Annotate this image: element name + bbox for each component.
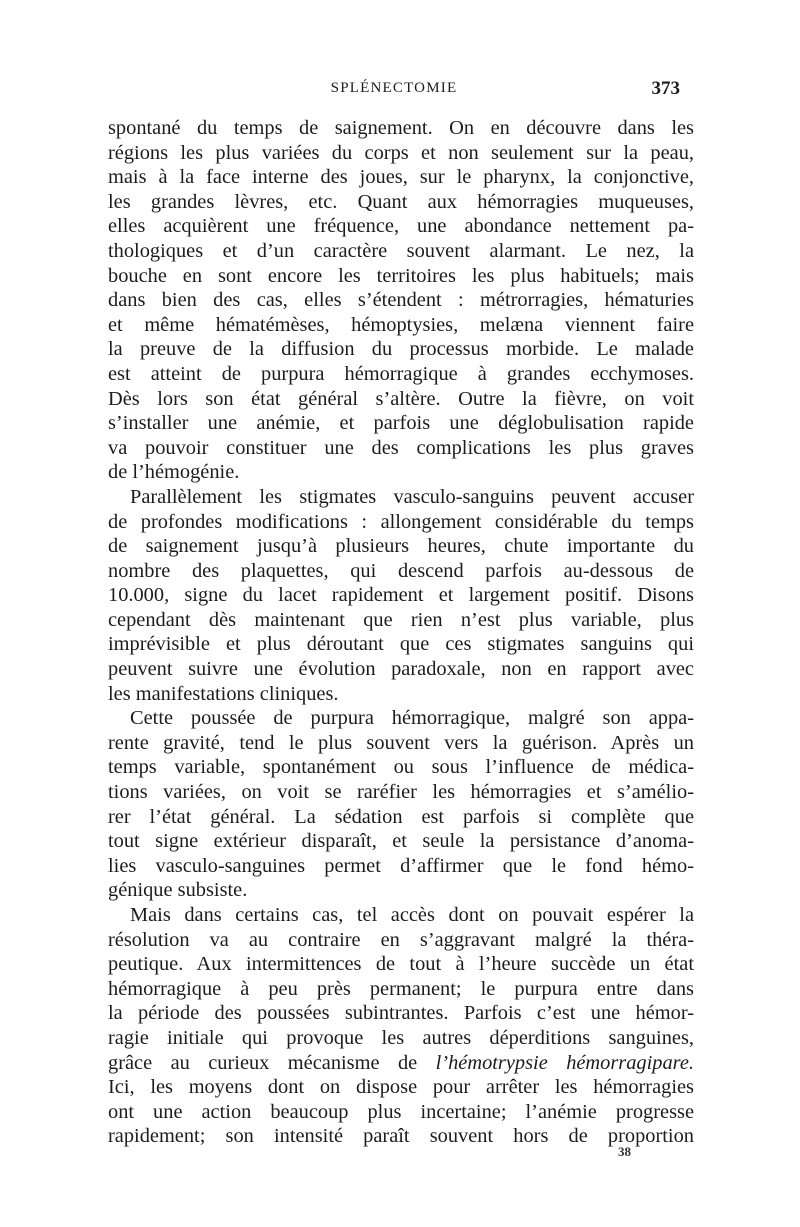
text-line: tions variées, on voit se raréfier les hémorragies et s’amélio- <box>108 781 694 804</box>
text-line: Mais dans certains cas, tel accès dont on pouvait espérer la <box>130 904 694 926</box>
page-header <box>108 78 680 100</box>
text-line: rapidement; son intensité paraît souvent hors de proportion <box>108 1125 694 1148</box>
text-segment: grâce au curieux mécanisme de <box>108 1051 436 1074</box>
text-line: et même hématémèses, hémoptysies, melæna viennent faire <box>108 313 694 336</box>
italic-phrase: l’hémotrypsie hémorragipare. <box>435 1051 694 1074</box>
text-line: génique subsiste. <box>108 879 248 902</box>
text-line: mais à la face interne des joues, sur le pharynx, la conjonctive, <box>108 166 694 189</box>
text-line: rer l’état général. La sédation est parfois si complète que <box>108 805 694 828</box>
text-line: 10.000, signe du lacet rapidement et largement positif. Disons <box>108 584 694 607</box>
text-line: dans bien des cas, elles s’étendent : métrorragies, hématuries <box>108 289 694 312</box>
text-line: peutique. Aux intermittences de tout à l’heure succède un état <box>108 953 694 976</box>
text-line: tout signe extérieur disparaît, et seule la persistance d’anoma- <box>108 830 694 853</box>
text-line: régions les plus variées du corps et non seulement sur la peau, <box>108 141 694 164</box>
text-line: résolution va au contraire en s’aggravant malgré la théra- <box>108 928 694 951</box>
text-line: imprévisible et plus déroutant que ces stigmates sanguins qui <box>108 633 694 656</box>
text-line: bouche en sont encore les territoires les plus habituels; mais <box>108 264 694 287</box>
page-number: 373 <box>651 78 680 99</box>
text-line: temps variable, spontanément ou sous l’influence de médica- <box>108 756 694 779</box>
text-line: de profondes modifications : allongement considérable du temps <box>108 510 694 533</box>
body-text <box>108 116 694 1149</box>
text-line: hémorragique à peu près permanent; le purpura entre dans <box>108 977 694 1000</box>
text-line: cependant dès maintenant que rien n’est plus variable, plus <box>108 608 694 631</box>
text-line: nombre des plaquettes, qui descend parfois au-dessous de <box>108 559 694 582</box>
text-line: la preuve de la diffusion du processus morbide. Le malade <box>108 338 694 361</box>
text-line: Parallèlement les stigmates vasculo-sanguins peuvent accuser <box>130 485 694 508</box>
text-line: les manifestations cliniques. <box>108 682 339 705</box>
text-line: lies vasculo-sanguines permet d’affirmer que le fond hémo- <box>108 854 694 877</box>
printer-signature-mark: 38 <box>618 1144 631 1159</box>
text-line: rente gravité, tend le plus souvent vers la guérison. Après un <box>108 731 694 754</box>
text-line: va pouvoir constituer une des complications les plus graves <box>108 436 694 459</box>
text-line: les grandes lèvres, etc. Quant aux hémorragies muqueuses, <box>108 190 694 213</box>
text-line: de saignement jusqu’à plusieurs heures, chute importante du <box>108 535 694 558</box>
text-line: thologiques et d’un caractère souvent alarmant. Le nez, la <box>108 239 694 262</box>
text-line: la période des poussées subintrantes. Parfois c’est une hémor- <box>108 1002 694 1025</box>
text-line: Cette poussée de purpura hémorragique, malgré son appa- <box>130 707 694 730</box>
running-title: SPLÉNECTOMIE <box>330 80 458 96</box>
text-line: ragie initiale qui provoque les autres déperditions sanguines, <box>108 1026 694 1049</box>
text-line: s’installer une anémie, et parfois une déglobulisation rapide <box>108 412 694 435</box>
text-line: peuvent suivre une évolution paradoxale, non en rapport avec <box>108 658 694 681</box>
text-line: de l’hémogénie. <box>108 461 240 484</box>
text-line: spontané du temps de saignement. On en découvre dans les <box>108 117 694 139</box>
text-line: ont une action beaucoup plus incertaine; l’anémie progresse <box>108 1100 694 1123</box>
text-line: elles acquièrent une fréquence, une abondance nettement pa- <box>108 215 694 238</box>
text-line-with-italic <box>108 1051 694 1076</box>
text-line: Ici, les moyens dont on dispose pour arrêter les hémorragies <box>108 1076 694 1099</box>
text-line: est atteint de purpura hémorragique à grandes ecchymoses. <box>108 362 694 385</box>
text-line: Dès lors son état général s’altère. Outre la fièvre, on voit <box>108 387 694 410</box>
